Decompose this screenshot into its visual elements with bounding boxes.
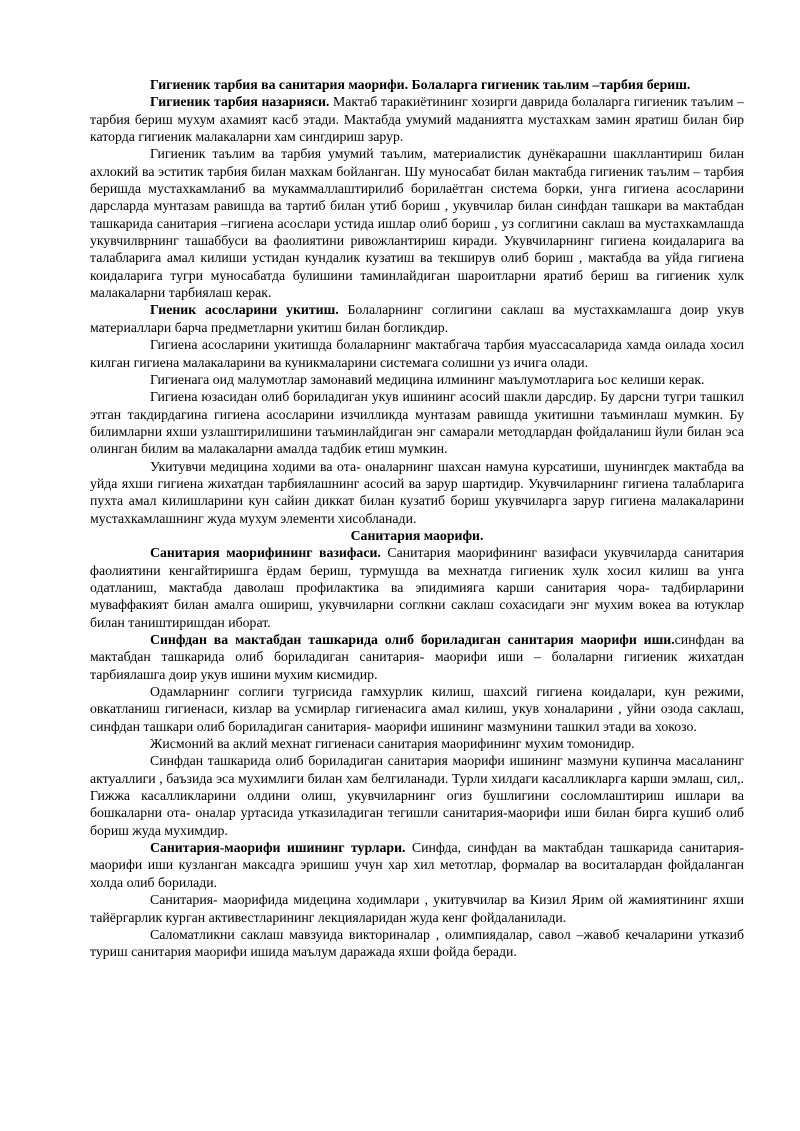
document-title: Гигиеник тарбия ва санитария маорифи. Болаларга гигиеник таьлим –тарбия бериш. [150, 77, 691, 92]
paragraph-text: синфдан ва мактабдан ташкарида олиб бориладиган санитария- маорифи иши – болаларни гигиеник жихатдан тарбиялашга доир укув ишини мухим кисмидир. [90, 632, 744, 682]
paragraph-sanitary-task [90, 544, 744, 631]
paragraph-text: Мактаб таракиётининг хозирги даврида болаларга гигиеник таълим – тарбия бериш мухум ахамият касб этади. Мактабда умумий маданиятга мустахкам замин яратиш билан бир катордa гигиеник малакаларни хам сингдириш зарур. [90, 94, 744, 145]
paragraph: Гигиенага оид малумотлар замонавий медицина илмининг маълумотларига ьос келиши керак. [150, 371, 705, 387]
paragraph: Одамларнинг соглиги тугрисида гамхурлик килиш, шахсий гигиена коидалари, кун режими, овкатланиш гигиенаси, кизлар ва усмирлар гигиенасига амал килиш, укув хоналарини , уйни озода саклаш, синфдан ташкари олиб бориладиган санитария- маорифи ишининг мазмунини ташкил этади ва хокозо. [90, 684, 744, 734]
paragraph-text: Санитария маорифининг вазифаси укувчиларда санитария фаолиятини кенгайтиришга ёрдам бериш, турмушда ва мехнатда гигиеник хулк хосил килиш ва унга одатланиш, мактабда даволаш профилактика ва эпидимияга карши санитария чора- тадбирларини муваффакият билан амалга ошириш, укувчиларни соглкни саклаш сохасидаги энг мухим вокеа ва ютуклар билан таништиришдан иборат. [90, 545, 744, 630]
paragraph-text: Болаларнинг соглигини саклаш ва мустахкамлашга доир укув материаллари барча предметларни укитиш билан богликдир. [90, 302, 744, 335]
paragraph: Гигиена асосларини укитишда болаларнинг мактабгача тарбия муассасаларида хамда оилада хосил килган гигиена малакаларини ва куникмаларини системага солишни уз ичига олади. [90, 337, 744, 370]
paragraph-lead: Гиеник асосларини укитиш. [150, 302, 339, 318]
paragraph-lead: Санитария маорифининг вазифаси. [150, 545, 381, 561]
paragraph: Саломатликни саклаш мавзуида викториналар , олимпиядалар, савол –жавоб кечаларини утказиб туриш санитария маорифи ишида маълум даражада яхши фойда беради. [90, 926, 744, 960]
paragraph-hygiene-basics [90, 301, 744, 336]
paragraph: Санитария- маорифида мидецина ходимлари , укитувчилар ва Кизил Ярим ой жамиятининг яхши тайёргарлик курган активестларининг лекцияларидан жуда кенг фойдаланилади. [90, 892, 744, 925]
paragraph-extracurricular [90, 631, 744, 683]
paragraph: Жисмоний ва аклий мехнат гигиенаси санитария маорифининг мухим томонидир. [150, 736, 635, 752]
paragraph: Синфдан ташкарида олиб бориладиган санитария маорифи ишининг мазмуни купинча масаланинг актуаллиги , баъзида эса мухимлиги билан хам белгиланади. Турли хилдаги касалликларга карши эмлаш, сил,. Гижжа касалликларини олдини олиш, укувчиларнинг огиз бушлигини сосломлаштириш ишлари ва бошкаларни ота- оналар уртасида утказиладиган тегишли санитария-маорифи иши билан бирга кушиб олиб бориш жуда мухимдир. [90, 753, 744, 838]
paragraph-lead: Синфдан ва мактабдан ташкарида олиб бориладиган санитария маорифи иши. [150, 632, 675, 647]
section-heading: Санитария маорифи. [350, 527, 484, 543]
paragraph-hygiene-theory [90, 93, 744, 145]
paragraph-lead: Гигиеник тарбия назарияси. [150, 94, 330, 110]
paragraph-lead: Санитария-маорифи ишининг турлари. [150, 840, 406, 856]
paragraph: Гигиеник таълим ва тарбия умумий таълим, материалистик дунёкарашни шакллантириш билан ахлокий ва эститик тарбия билан махкам бойланган. Шу муносабат билан мактабда гигиеник таълим – тарбия беришда мустахкамланиб ва мукаммаллаштирилиб борилаётган система борки, унга гигиена асосларини дарсларда мунтазам равишда ва тартиб билан утиб бориш , укувчилар билан синфдан ташкари ва мактабдан ташкарида санитария –гигиена асослари устида ишлар олиб бориш , уз соглигини саклаш ва мустахкамлашда укувчилврнинг ташаббуси ва фаолиятини ривожлантириш киради. Укувчиларнинг гигиена коидаларига ва талабларига амал килиши устидан кундалик кузатиш ва текширув олиб бориш , мактабда ва уйда гигиена коидаларига тугри муносабатда булишини таминлайдиган шароитларни яратиб бериш ва гигиеник хулк малакаларни тарбиялаш керак. [90, 146, 744, 301]
paragraph: Гигиена юзасидан олиб бориладиган укув ишининг асосий шакли дарсдир. Бу дарсни тугри ташкил этган такдирдагина гигиена асосларини изчилликда мунтазам равишда укитишни таъминлаш мумкин. Бу билимларни яхши узлаштирилишини таъминлайдиган энг самарали методлардан фойдаланиш йули билан эса олинган билим ва малакаларни амалда тадбик етиш мумкин. [90, 389, 744, 457]
paragraph-work-types [90, 839, 744, 891]
paragraph: Укитувчи медицина ходими ва ота- оналарнинг шахсан намуна курсатиши, шунингдек мактабда ва уйда яхши гигиена жихатдан тарбиялашнинг асосий ва зарур шартидир. Укувчиларнинг гигиена талабларига пухта амал килишларини кун сайин диккат билан кузатиб бориш укувчиларга зарур гигиена малакаларини мустахкамлашнинг жуда мухум элементи хисобланади. [90, 458, 744, 526]
paragraph-text: Синфда, синфдан ва мактабдан ташкарида санитария- маорифи иши кузланган максадга эришиш учун хар хил метотлар, формалар ва воситалардан фойдаланган холда олиб борилади. [90, 840, 744, 890]
